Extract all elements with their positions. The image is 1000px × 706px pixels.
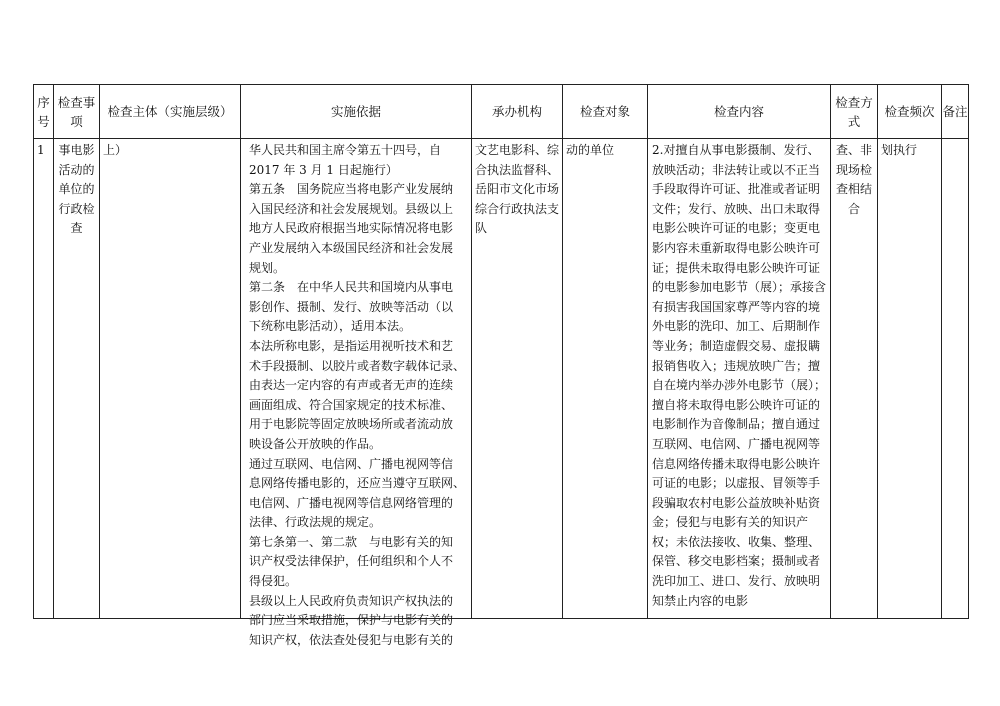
header-basis: 实施依据 xyxy=(241,85,472,139)
basis-line: 画面组成、符合国家规定的技术标准、 xyxy=(249,397,454,412)
basis-line: 部门应当采取措施，保护与电影有关的 xyxy=(249,613,454,628)
basis-line: 地方人民政府根据当地实际情况将电影 xyxy=(249,221,454,236)
freq-value: 划执行 xyxy=(881,143,918,157)
header-subject: 检查主体（实施层级） xyxy=(100,85,241,139)
basis-line: 下统称电影活动），适用本法。 xyxy=(249,319,412,334)
basis-text xyxy=(241,139,471,647)
basis-line: 第二条 在中华人民共和国境内从事电 xyxy=(249,280,454,295)
cell-org xyxy=(472,139,563,619)
header-target: 检查对象 xyxy=(563,85,648,139)
basis-line: 映设备公开放映的作品。 xyxy=(249,436,382,451)
basis-line: 产业发展纳入本级国民经济和社会发展 xyxy=(249,240,454,255)
item-value: 事电影活动的单位的行政检查 xyxy=(58,143,95,236)
cell-freq xyxy=(878,139,942,619)
basis-line: 华人民共和国主席令第五十四号，自 xyxy=(249,143,442,157)
seq-value: 1 xyxy=(37,143,45,157)
subject-value: 上） xyxy=(103,143,128,157)
basis-line: 第五条 国务院应当将电影产业发展纳 xyxy=(249,182,454,197)
basis-line: 本法所称电影，是指运用视听技术和艺 xyxy=(249,338,454,353)
cell-remark xyxy=(942,139,969,619)
basis-line: 规划。 xyxy=(249,260,286,275)
basis-line: 息网络传播电影的，还应当遵守互联网、 xyxy=(249,476,466,491)
basis-line: 得侵犯。 xyxy=(249,574,298,589)
basis-line: 2017 年 3 月 1 日起施行） xyxy=(249,162,398,177)
header-method: 检查方式 xyxy=(831,85,878,139)
table-header-row xyxy=(34,85,969,139)
cell-subject xyxy=(100,139,241,619)
basis-line: 术手段摄制、以胶片或者数字载体记录、 xyxy=(249,358,466,373)
basis-line: 影创作、摄制、发行、放映等活动（以 xyxy=(249,299,454,314)
header-freq: 检查频次 xyxy=(878,85,942,139)
method-value: 查、非现场检查相结合 xyxy=(835,143,872,216)
content-value: 2.对擅自从事电影摄制、发行、放映活动；非法转让或以不正当手段取得许可证、批准或者证明文件；发行、放映、出口未取得电影公映许可证的电影；变更电影内容未重新取得电影公映许可证；提供未取得电影公映许可证的电影参加电影节（展）；承接含有损害我国国家尊严等内容的境外电影的洗印、加工、后期制作等业务；制造虚假交易、虚报瞒报销售收入；违规放映广告；擅自在境内举办涉外电影节（展）；擅自将未取得电影公映许可证的电影制作为音像制品；擅自通过互联网、电信网、广播电视网等信息网络传播未取得电影公映许可证的电影；以虚报、冒领等手段骗取农村电影公益放映补贴资金；侵犯与电影有关的知识产权；未依法接收、收集、整理、保管、移交电影档案；摄制或者洗印加工、进口、发行、放映明知禁止内容的电影 xyxy=(652,143,827,608)
header-content: 检查内容 xyxy=(648,85,831,139)
basis-line: 由表达一定内容的有声或者无声的连续 xyxy=(249,378,454,393)
table-row xyxy=(34,139,969,619)
cell-basis xyxy=(241,139,472,647)
inspection-table xyxy=(33,84,969,647)
basis-line: 电信网、广播电视网等信息网络管理的 xyxy=(249,495,454,510)
basis-line: 知识产权，依法查处侵犯与电影有关的 xyxy=(249,632,454,647)
basis-line: 县级以上人民政府负责知识产权执法的 xyxy=(249,593,454,608)
cell-seq xyxy=(34,139,54,619)
header-remark: 备注 xyxy=(942,85,969,139)
basis-line: 法律、行政法规的规定。 xyxy=(249,515,382,530)
header-item: 检查事项 xyxy=(54,85,100,139)
basis-line: 第七条第一、第二款 与电影有关的知 xyxy=(249,534,454,549)
org-value: 文艺电影科、综合执法监督科、岳阳市文化市场综合行政执法支队 xyxy=(475,143,560,236)
cell-item xyxy=(54,139,100,619)
cell-content xyxy=(648,139,831,619)
target-value: 动的单位 xyxy=(566,143,615,157)
cell-method xyxy=(831,139,878,619)
basis-line: 入国民经济和社会发展规划。县级以上 xyxy=(249,201,454,216)
header-seq: 序号 xyxy=(34,85,54,139)
basis-line: 识产权受法律保护，任何组织和个人不 xyxy=(249,554,454,569)
header-org: 承办机构 xyxy=(472,85,563,139)
basis-line: 用于电影院等固定放映场所或者流动放 xyxy=(249,417,454,432)
remark-value xyxy=(942,139,968,141)
basis-line: 通过互联网、电信网、广播电视网等信 xyxy=(249,456,454,471)
cell-target xyxy=(563,139,648,619)
